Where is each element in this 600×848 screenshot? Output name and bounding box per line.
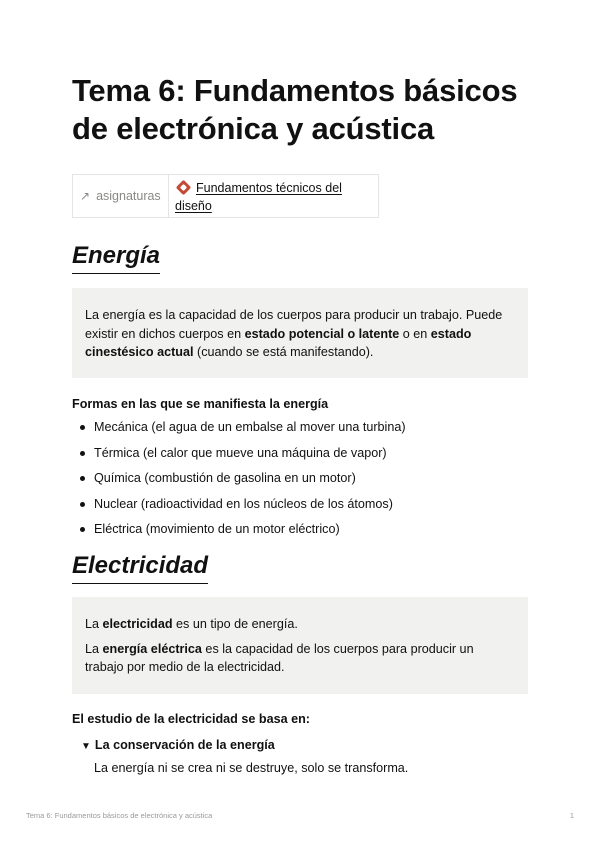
energia-callout <box>72 288 528 378</box>
subject-link[interactable]: Fundamentos técnicos del diseño <box>175 181 342 213</box>
section-heading-energia: Energía <box>72 242 160 274</box>
forms-list <box>72 418 528 538</box>
toggle-content: La energía ni se crea ni se destruye, solo se transforma. <box>94 761 409 775</box>
footer-page-number: 1 <box>569 811 574 820</box>
energia-definition: La energía es la capacidad de los cuerpos para producir un trabajo. Puede existir en dichos cuerpos en estado potencial o latente o en estado cinestésico actual (cuando se está manifestando). <box>85 308 503 359</box>
property-key <box>73 175 169 217</box>
list-item: Eléctrica (movimiento de un motor eléctrico) <box>72 520 528 538</box>
page-footer <box>26 811 574 820</box>
page-diamond-icon <box>176 180 192 196</box>
section-heading-electricidad: Electricidad <box>72 552 208 584</box>
electricidad-callout <box>72 597 528 694</box>
footer-title: Tema 6: Fundamentos básicos de electrónica y acústica <box>26 811 213 820</box>
list-item: Térmica (el calor que mueve una máquina de vapor) <box>72 444 528 462</box>
page-title: Tema 6: Fundamentos básicos de electrónica y acústica <box>72 73 518 146</box>
list-item: Nuclear (radioactividad en los núcleos de los átomos) <box>72 495 528 513</box>
relation-arrow-icon: ↗ <box>80 189 91 203</box>
property-key-label: asignaturas <box>96 189 161 203</box>
list-item: Química (combustión de gasolina en un motor) <box>72 469 528 487</box>
properties-table <box>72 174 379 218</box>
study-heading: El estudio de la electricidad se basa en: <box>72 712 310 726</box>
forms-heading: Formas en las que se manifiesta la energía <box>72 397 329 411</box>
toggle-triangle-icon[interactable]: ▼ <box>81 741 91 752</box>
page-content <box>72 72 528 775</box>
electricidad-line-2: La energía eléctrica es la capacidad de los cuerpos para producir un trabajo por medio de la electricidad. <box>85 641 474 674</box>
property-value <box>169 175 378 217</box>
toggle-conservacion[interactable] <box>72 738 528 752</box>
electricidad-line-1: La electricidad es un tipo de energía. <box>85 617 298 631</box>
toggle-label: La conservación de la energía <box>94 738 275 752</box>
list-item: Mecánica (el agua de un embalse al mover una turbina) <box>72 418 528 436</box>
